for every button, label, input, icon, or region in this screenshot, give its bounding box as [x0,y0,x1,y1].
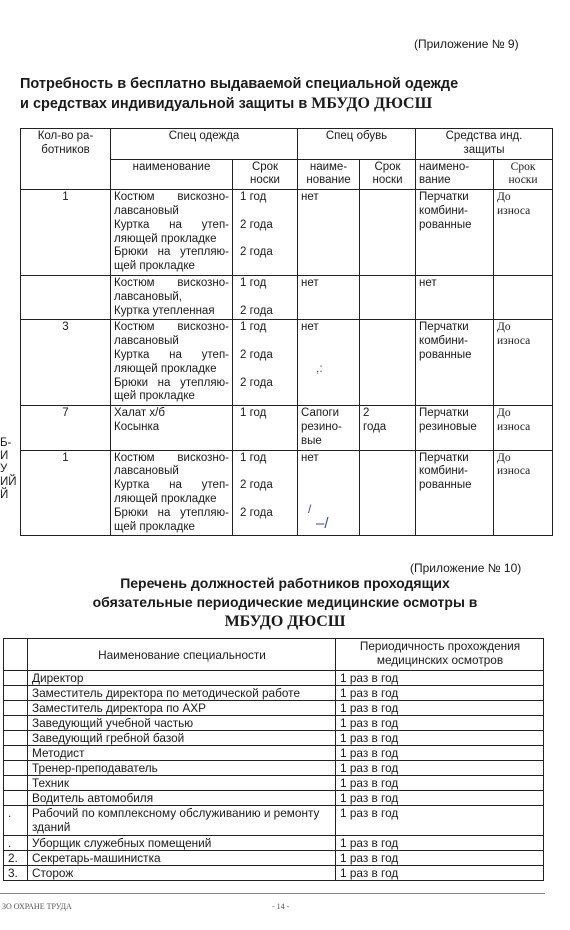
specialty-name: Заведующий гребной базой [28,731,336,746]
periodicity: 1 раз в год [336,731,544,746]
header-clothing: Спец одежда [111,129,298,160]
periodicity: 1 раз в год [336,776,544,791]
periodicity: 1 раз в год [336,791,544,806]
header-term: Срок носки [233,159,298,190]
header-term-short: Срок носки [360,159,416,190]
row-footwear: нет [298,190,360,276]
periodicity: 1 раз в год [336,851,544,866]
appendix-10-label: (Приложение № 10) [410,561,522,575]
periodicity: 1 раз в год [336,701,544,716]
row-footwear: нет [298,275,360,319]
medical-exam-table [3,638,544,881]
side-fragments: Б- И У ИЙ Й [0,437,17,501]
row-footwear: Сапоги резино- вые [298,406,360,450]
appendix-9-title [20,74,458,114]
specialty-name: Заместитель директора по АХР [28,701,336,716]
table-row [4,671,544,686]
ink-mark: –/ [316,514,329,532]
table-row [4,731,544,746]
header-periodicity: Периодичность прохождения медицинских осмотров [336,639,544,671]
row-footwear-term: 2 года [360,406,416,450]
row-protection: Перчатки комбини- рованные [416,450,494,536]
row-footwear: нет / –/ [298,450,360,536]
periodicity: 1 раз в год [336,746,544,761]
periodicity: 1 раз в год [336,686,544,701]
specialty-name: Секретарь-машинистка [28,851,336,866]
specialty-name: Водитель автомобиля [28,791,336,806]
row-count: 3 [21,320,111,406]
specialty-name: Заместитель директора по методической работе [28,686,336,701]
table-row [4,686,544,701]
periodicity: 1 раз в год [336,866,544,881]
table-row [4,746,544,761]
table-row [4,716,544,731]
footer-divider [0,893,545,894]
table-row [21,320,553,406]
table-row [4,776,544,791]
row-terms: 1 год 2 года [233,275,298,319]
row-clothing: Костюм вискозно- лавсановый, Куртка утепленная [111,275,233,319]
row-clothing: Халат х/б Косынка [111,406,233,450]
table-row [21,406,553,450]
row-protection-term: До износа [494,406,553,450]
row-footwear-term [360,190,416,276]
appendix-9-label: (Приложение № 9) [414,37,519,51]
header-row-1 [21,129,553,160]
table-row: . Рабочий по комплексному обслуживанию и ремонту зданий 1 раз в год [4,806,544,836]
header-name: наименование [111,159,233,190]
specialty-name: Уборщик служебных помещений [28,836,336,851]
header-specialty: Наименование специальности [28,639,336,671]
org-name: МБУДО ДЮСШ [311,95,433,112]
ink-mark: ,: [316,361,323,376]
table-row: 2. Секретарь-машинистка 1 раз в год [4,851,544,866]
row-count: 7 [21,406,111,450]
row-count: 1 [21,450,111,536]
table-row [4,761,544,776]
row-protection: Перчатки резиновые [416,406,494,450]
title-line-2: и средствах индивидуальной защиты в МБУДО ДЮСШ [20,95,433,112]
header-term-short2: Срок носки [494,159,553,190]
row-count [21,275,111,319]
table-row [21,190,553,276]
header-protection: Средства инд. защиты [416,129,553,160]
specialty-name: Методист [28,746,336,761]
table-row [21,450,553,536]
title-line-1: Потребность в бесплатно выдаваемой специальной одежде [20,76,459,92]
row-clothing: Костюм вискозно- лавсановый Куртка на утеп- ляющей прокладке Брюки на утепляю- щей прокладке [111,190,233,276]
table-row [4,791,544,806]
row-terms: 1 год 2 года 2 года [233,320,298,406]
specialty-name: Сторож [28,866,336,881]
page-number: - 14 - [272,902,290,911]
row-protection: Перчатки комбини- рованные [416,190,494,276]
footer-left: ЗО ОХРАНЕ ТРУДА [2,902,72,911]
periodicity: 1 раз в год [336,671,544,686]
row-protection: нет [416,275,494,319]
specialty-name: Тренер-преподаватель [28,761,336,776]
row-count: 1 [21,190,111,276]
row-footwear-term [360,320,416,406]
header-footwear: Спец обувь [298,129,416,160]
row-protection-term: До износа [494,320,553,406]
row-footwear: нет ,: [298,320,360,406]
header-name-short2: наимено- вание [416,159,494,190]
row-footwear-term [360,275,416,319]
header-row [4,639,544,671]
periodicity: 1 раз в год [336,761,544,776]
periodicity: 1 раз в год [336,716,544,731]
ink-mark: / [308,501,312,516]
specialty-name: Заведующий учебной частью [28,716,336,731]
specialty-name: Техник [28,776,336,791]
table-row [21,275,553,319]
specialty-name: Директор [28,671,336,686]
row-footwear-term [360,450,416,536]
appendix-10-title: Перечень должностей работников проходящих обязательные периодические медицинские осмотры в МБУДО ДЮСШ [0,574,570,631]
row-terms: 1 год 2 года 2 года [233,190,298,276]
periodicity: 1 раз в год [336,806,544,836]
table-row: . Уборщик служебных помещений 1 раз в год [4,836,544,851]
org-name: МБУДО ДЮСШ [224,613,346,630]
row-terms: 1 год [233,406,298,450]
table-row: 3. Сторож 1 раз в год [4,866,544,881]
table-row [4,701,544,716]
row-protection-term [494,275,553,319]
periodicity: 1 раз в год [336,836,544,851]
row-protection-term: До износа [494,190,553,276]
header-name-short: наиме- нование [298,159,360,190]
special-clothing-table [20,128,553,536]
row-protection: Перчатки комбини- рованные [416,320,494,406]
row-clothing: Костюм вискозно- лавсановый Куртка на утеп- ляющей прокладке Брюки на утепляю- щей прокладке [111,320,233,406]
specialty-name: Рабочий по комплексному обслуживанию и ремонту зданий [28,806,336,836]
header-count: Кол-во ра- ботников [21,129,111,190]
row-terms: 1 год 2 года 2 года [233,450,298,536]
row-clothing: Костюм вискозно- лавсановый Куртка на утеп- ляющей прокладке Брюки на утепляю- щей прокладке [111,450,233,536]
row-protection-term: До износа [494,450,553,536]
